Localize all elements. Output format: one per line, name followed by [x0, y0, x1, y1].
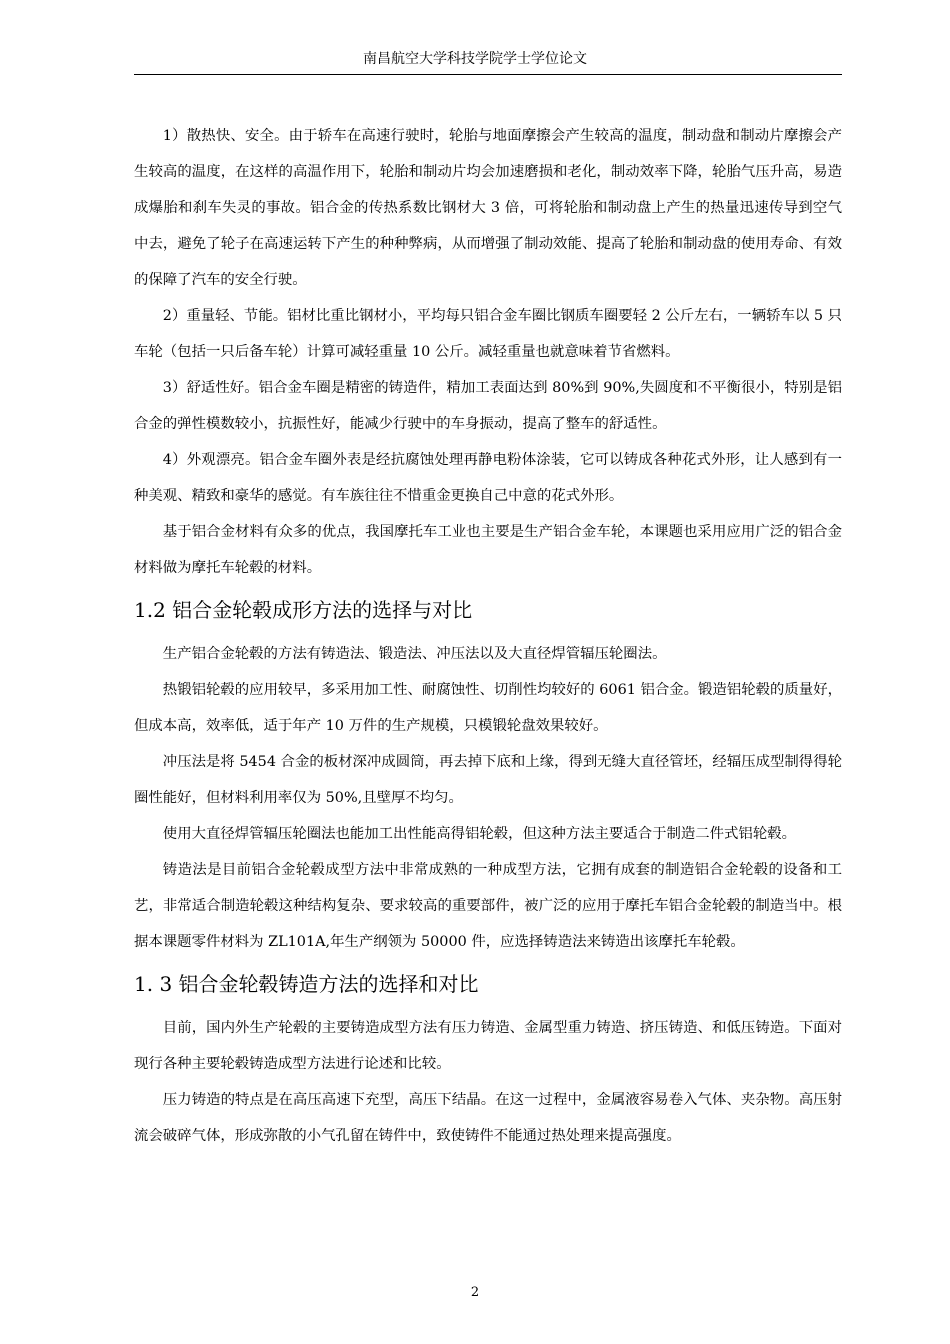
- paragraph-heat-dissipation: 1）散热快、安全。由于轿车在高速行驶时，轮胎与地面摩擦会产生较高的温度，制动盘和制动片摩擦会产生较高的温度，在这样的高温作用下，轮胎和制动片均会加速磨损和老化，制动效率下降，轮胎气压升高，易造成爆胎和刹车失灵的事故。铝合金的传热系数比钢材大 3 倍，可将轮胎和制动盘上产生的热量迅速传导到空气中去，避免了轮子在高速运转下产生的种种弊病，从而增强了制动效能、提高了轮胎和制动盘的使用寿命、有效的保障了汽车的安全行驶。: [134, 128, 842, 288]
- paragraph-die-casting: 压力铸造的特点是在高压高速下充型，高压下结晶。在这一过程中，金属液容易卷入气体、夹杂物。高压射流会破碎气体，形成弥散的小气孔留在铸件中，致使铸件不能通过热处理来提高强度。: [134, 1092, 842, 1144]
- header-rule: [134, 74, 842, 75]
- page-body: [134, 118, 842, 1154]
- paragraph-casting-methods: 目前，国内外生产轮毂的主要铸造成型方法有压力铸造、金属型重力铸造、挤压铸造、和低压铸造。下面对现行各种主要轮毂铸造成型方法进行论述和比较。: [134, 1020, 842, 1072]
- page-header: 南昌航空大学科技学院学士学位论文: [363, 51, 587, 67]
- paragraph-stamping: 冲压法是将 5454 合金的板材深冲成圆筒，再去掉下底和上缘，得到无缝大直径管坯，经辐压成型制得得轮圈性能好，但材料利用率仅为 50%,且壁厚不均匀。: [134, 754, 842, 806]
- paragraph-comfort: 3）舒适性好。铝合金车圈是精密的铸造件，精加工表面达到 80%到 90%,失圆度和不平衡很小，特别是铝合金的弹性模数较小，抗振性好，能减少行驶中的车身振动，提高了整车的舒适性。: [134, 380, 842, 432]
- paragraph-welded-tube: 使用大直径焊管辐压轮圈法也能加工出性能高得铝轮毂，但这种方法主要适合于制造二件式铝轮毂。: [162, 826, 796, 842]
- page-number: 2: [470, 1285, 480, 1300]
- paragraph-methods-overview: 生产铝合金轮毂的方法有铸造法、锻造法、冲压法以及大直径焊管辐压轮圈法。: [162, 646, 667, 662]
- paragraph-appearance: 4）外观漂亮。铝合金车圈外表是经抗腐蚀处理再静电粉体涂装，它可以铸成各种花式外形，让人感到有一种美观、精致和豪华的感觉。有车族往往不惜重金更换自己中意的花式外形。: [134, 452, 842, 504]
- paragraph-material-choice: 基于铝合金材料有众多的优点，我国摩托车工业也主要是生产铝合金车轮，本课题也采用应用广泛的铝合金材料做为摩托车轮毂的材料。: [134, 524, 842, 576]
- section-heading-1-3: 1. 3 铝合金轮毂铸造方法的选择和对比: [134, 972, 479, 996]
- paragraph-forging: 热锻铝轮毂的应用较早，多采用加工性、耐腐蚀性、切削性均较好的 6061 铝合金。锻造铝轮毂的质量好，但成本高，效率低，适于年产 10 万件的生产规模，只模锻轮盘效果较好。: [134, 682, 842, 734]
- paragraph-light-weight: 2）重量轻、节能。铝材比重比钢材小，平均每只铝合金车圈比钢质车圈要轻 2 公斤左右，一辆轿车以 5 只车轮（包括一只后备车轮）计算可减轻重量 10 公斤。减轻重量也就意味着节省燃料。: [134, 308, 842, 360]
- paragraph-casting: 铸造法是目前铝合金轮毂成型方法中非常成熟的一种成型方法，它拥有成套的制造铝合金轮毂的设备和工艺，非常适合制造轮毂这种结构复杂、要求较高的重要部件，被广泛的应用于摩托车铝合金轮毂的制造当中。根据本课题零件材料为 ZL101A,年生产纲领为 50000 件，应选择铸造法来铸造出该摩托车轮毂。: [134, 862, 842, 950]
- section-heading-1-2: 1.2 铝合金轮毂成形方法的选择与对比: [134, 598, 473, 622]
